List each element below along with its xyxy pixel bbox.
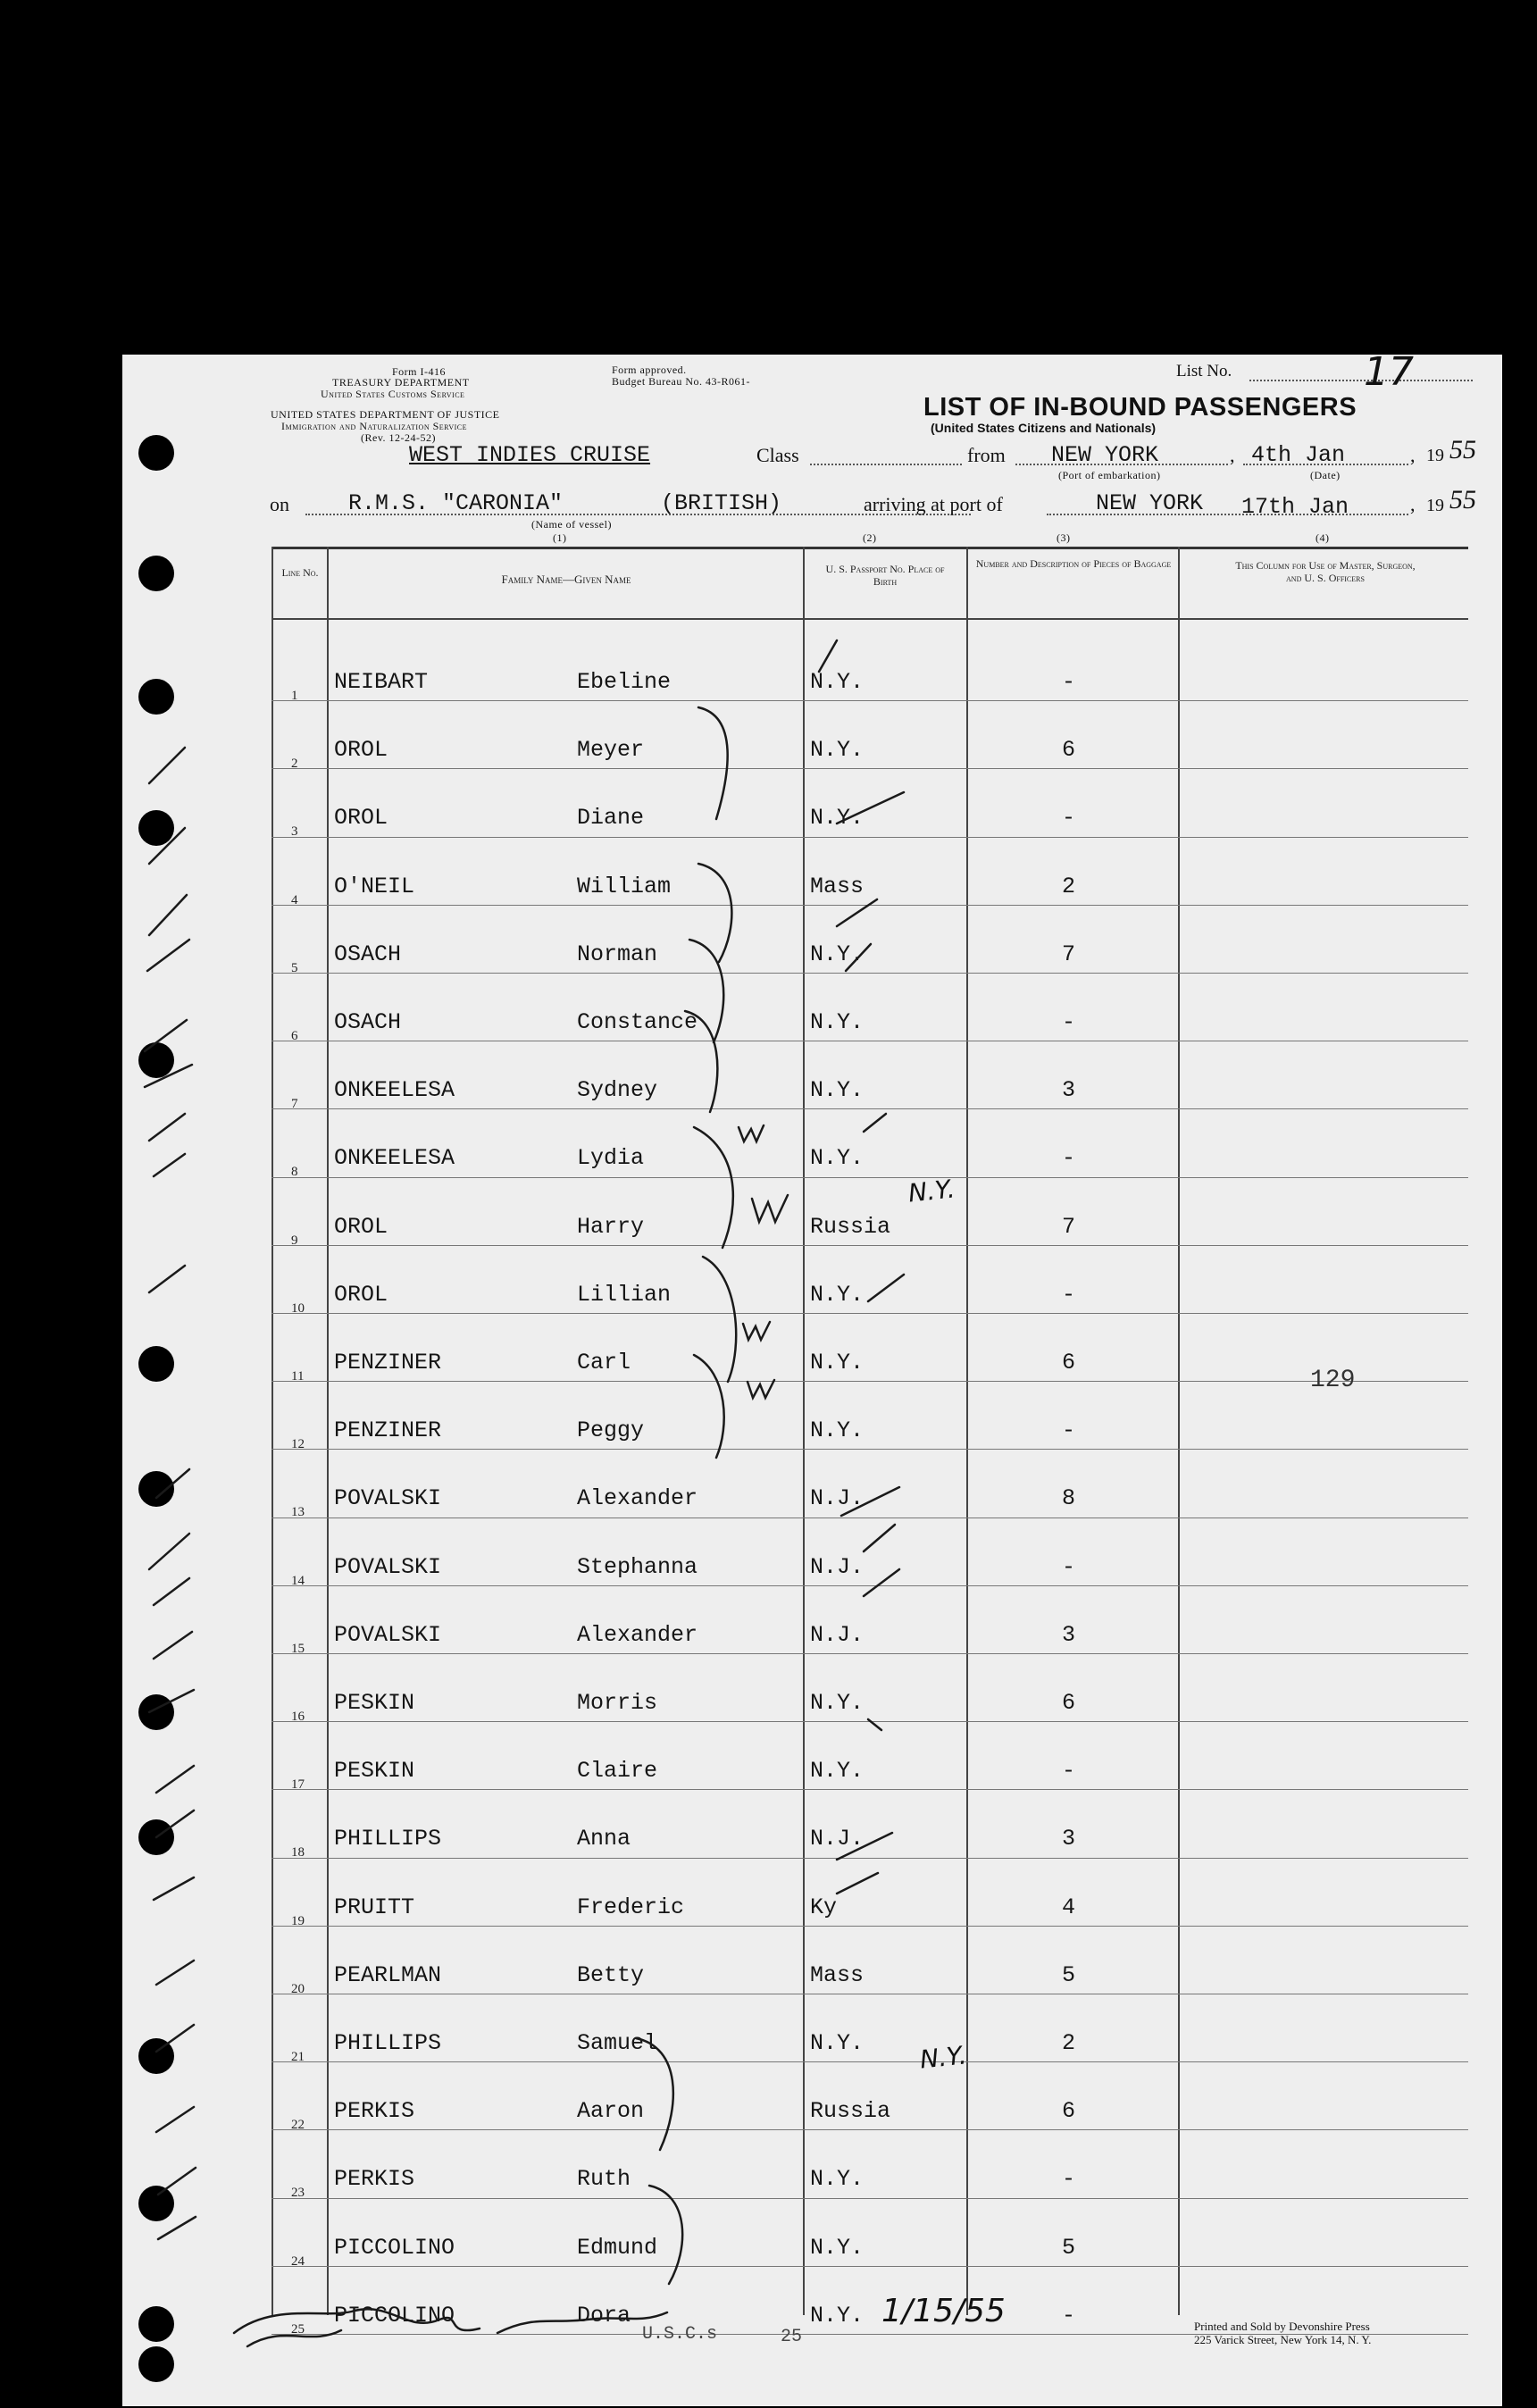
given-name: Edmund [577,2234,658,2261]
year-prefix: 19 [1426,446,1444,465]
baggage-count: 6 [1062,1690,1076,1716]
place-of-birth: Russia [810,2098,891,2125]
family-name: PICCOLINO [334,2302,455,2329]
place-of-birth: Mass [810,873,865,899]
baggage-count: 5 [1062,2234,1076,2261]
family-name: PHILLIPS [334,1826,442,1852]
family-name: OSACH [334,1009,402,1035]
baggage-count: - [1062,1553,1076,1580]
family-name: ONKEELESA [334,1077,455,1104]
given-name: Ebeline [577,669,672,695]
family-name: NEIBART [334,669,429,695]
port-of-embarkation: NEW YORK [1051,442,1159,468]
line-number: 22 [291,2118,305,2133]
given-name: Norman [577,941,658,967]
place-of-birth: N.Y. [810,1009,865,1035]
family-name: OROL [334,805,388,832]
family-name: PENZINER [334,1417,442,1444]
family-name: PERKIS [334,2098,415,2125]
baggage-count: - [1062,1281,1076,1308]
line-number: 9 [291,1233,298,1248]
family-name: OSACH [334,941,402,967]
family-name: PERKIS [334,2166,415,2193]
cruise-name: WEST INDIES CRUISE [409,442,651,468]
family-name: PEARLMAN [334,1961,442,1988]
handwritten-ny-2: N.Y. [918,2040,968,2075]
port-of-arrival: NEW YORK [1096,490,1204,516]
baggage-count: 2 [1062,873,1076,899]
line-number: 15 [291,1641,305,1656]
baggage-count: - [1062,1145,1076,1172]
place-of-birth: N.Y. [810,1417,865,1444]
line-number: 13 [291,1505,305,1520]
form-page [122,349,1502,2406]
line-number: 10 [291,1300,305,1316]
arrival-year: 55 [1449,485,1476,514]
given-name: Anna [577,1826,631,1852]
given-name: Carl [577,1350,631,1375]
header-baggage: Number and Description of Pieces of Baggage [975,557,1172,570]
baggage-count: - [1062,2166,1076,2193]
given-name: Aaron [577,2098,645,2125]
line-number: 11 [291,1369,305,1384]
baggage-count: 3 [1062,1826,1076,1852]
baggage-count: 7 [1062,1213,1076,1240]
place-of-birth: N.Y. [810,2234,865,2261]
form-approved: Form approved. [612,364,687,376]
line-number: 24 [291,2253,305,2269]
baggage-count: - [1062,669,1076,695]
comma: , [1230,444,1235,466]
line-number: 4 [291,892,298,907]
line-number: 8 [291,1165,298,1180]
signature-date: 1/15/55 [881,2293,1006,2329]
baggage-count: 5 [1062,1961,1076,1988]
place-of-birth: N.Y. [810,1690,865,1716]
place-of-birth: N.Y. [810,1281,865,1308]
line-number: 16 [291,1710,305,1724]
given-name: Constance [577,1009,698,1035]
place-of-birth: Mass [810,1961,865,1988]
family-name: OROL [334,737,388,764]
family-name: POVALSKI [334,1621,442,1648]
given-name: Diane [577,805,645,832]
vessel-name: R.M.S. "CARONIA" [348,490,564,516]
baggage-count: 6 [1062,1350,1076,1375]
treasury-dept: TREASURY DEPARTMENT [332,376,470,389]
place-of-birth: N.Y. [810,805,865,832]
line-number: 17 [291,1777,305,1793]
place-of-birth: N.J. [810,1826,865,1852]
baggage-count: - [1062,2302,1076,2329]
family-name: OROL [334,1213,388,1240]
form-subtitle: (United States Citizens and Nationals) [931,421,1157,435]
col-num-4: (4) [1316,531,1330,544]
line-number: 3 [291,824,298,840]
given-name: Alexander [577,1621,698,1648]
usc-number: 25 [781,2327,803,2347]
col-num-3: (3) [1057,531,1071,544]
on-label: on [270,493,289,515]
given-name: Lydia [577,1145,645,1172]
comma: , [1410,444,1416,466]
baggage-count: 3 [1062,1077,1076,1104]
list-number-handwritten: 17 [1364,349,1414,395]
line-number: 12 [291,1437,305,1452]
family-name: O'NEIL [334,873,415,899]
line-number: 5 [291,960,298,975]
place-of-birth: N.Y. [810,1145,865,1172]
baggage-count: 4 [1062,1894,1076,1920]
family-name: PHILLIPS [334,2030,442,2056]
given-name: Claire [577,1758,658,1785]
given-name: Frederic [577,1894,685,1920]
vessel-caption: (Name of vessel) [531,518,612,531]
line-number: 25 [291,2321,305,2337]
place-of-birth: N.Y. [810,2166,865,2193]
family-name: PICCOLINO [334,2234,455,2261]
col-num-1: (1) [553,531,567,544]
justice-dept: UNITED STATES DEPARTMENT OF JUSTICE [271,408,500,421]
customs-service: United States Customs Service [321,388,465,400]
list-no-label: List No. [1176,362,1232,380]
from-label: from [967,444,1006,466]
printer-line-1: Printed and Sold by Devonshire Press [1194,2320,1370,2333]
baggage-count: 6 [1062,737,1076,764]
place-of-birth: N.Y. [810,1077,865,1104]
usc-stamp: U.S.C.s [642,2324,718,2345]
family-name: PESKIN [334,1690,415,1716]
place-of-birth: N.Y. [810,1758,865,1785]
baggage-count: - [1062,1417,1076,1444]
place-of-birth: N.Y. [810,669,865,695]
form-title: LIST OF IN-BOUND PASSENGERS [923,393,1357,422]
handwritten-marks [122,355,1502,2406]
class-label: Class [756,444,799,466]
line-number: 20 [291,1981,305,1996]
given-name: Morris [577,1690,658,1716]
line-number: 2 [291,757,298,772]
given-name: Peggy [577,1417,645,1444]
line-number: 18 [291,1845,305,1860]
arriving-label: arriving at port of [864,493,1003,515]
baggage-count: - [1062,1758,1076,1785]
given-name: Lillian [577,1281,672,1308]
baggage-count: - [1062,1009,1076,1035]
baggage-count: 2 [1062,2030,1076,2056]
header-passport: U. S. Passport No. Place of Birth [825,563,945,588]
revision: (Rev. 12-24-52) [361,431,437,444]
place-of-birth: N.Y. [810,737,865,764]
header-officers: This Column for Use of Master, Surgeon, and U. S. Officers [1235,559,1416,584]
baggage-count: 7 [1062,941,1076,967]
vessel-flag: (BRITISH) [661,490,782,516]
place-of-birth: Russia [810,1213,891,1240]
col-num-2: (2) [863,531,877,544]
family-name: OROL [334,1281,388,1308]
given-name: Stephanna [577,1553,698,1580]
given-name: Dora [577,2302,631,2329]
year-prefix-2: 19 [1426,496,1444,515]
given-name: Ruth [577,2166,631,2193]
date-caption: (Date) [1310,469,1341,481]
place-of-birth: N.Y. [810,2030,865,2056]
place-of-birth: N.J. [810,1621,865,1648]
given-name: Samuel [577,2030,658,2056]
family-name: PESKIN [334,1758,415,1785]
line-number: 21 [291,2050,305,2064]
budget-bureau: Budget Bureau No. 43-R061- [612,375,750,388]
family-name: PENZINER [334,1350,442,1375]
form-number: Form I-416 [392,365,446,378]
line-number: 6 [291,1029,298,1043]
baggage-count: - [1062,805,1076,832]
given-name: Meyer [577,737,645,764]
family-name: ONKEELESA [334,1145,455,1172]
given-name: Sydney [577,1077,658,1104]
line-number: 14 [291,1573,305,1588]
printer-line-2: 225 Varick Street, New York 14, N. Y. [1194,2333,1372,2346]
family-name: POVALSKI [334,1553,442,1580]
place-of-birth: N.J. [810,1485,865,1512]
line-number: 1 [291,689,298,703]
baggage-count: 8 [1062,1485,1076,1512]
given-name: Alexander [577,1485,698,1512]
embark-caption: (Port of embarkation) [1058,469,1161,481]
handwritten-ny-1: N.Y. [906,1174,956,1208]
baggage-count: 3 [1062,1621,1076,1648]
place-of-birth: N.Y. [810,2302,865,2329]
line-number: 7 [291,1097,298,1112]
ins-service: Immigration and Naturalization Service [281,420,468,432]
departure-date: 4th Jan [1251,442,1346,468]
given-name: Betty [577,1961,645,1988]
baggage-count: 6 [1062,2098,1076,2125]
place-of-birth: N.Y. [810,941,865,967]
line-number: 23 [291,2186,305,2201]
arrival-date: 17th Jan [1241,494,1349,520]
given-name: William [577,873,672,899]
departure-year: 55 [1449,435,1476,464]
header-name: Family Name—Given Name [501,573,631,586]
place-of-birth: Ky [810,1894,838,1920]
family-name: POVALSKI [334,1485,442,1512]
place-of-birth: N.Y. [810,1350,865,1375]
place-of-birth: N.J. [810,1553,865,1580]
family-name: PRUITT [334,1894,415,1920]
header-line-no: Line No. [281,566,319,579]
officer-annotation: 129 [1310,1367,1356,1394]
line-number: 19 [291,1913,305,1928]
comma: , [1410,493,1416,515]
given-name: Harry [577,1213,645,1240]
